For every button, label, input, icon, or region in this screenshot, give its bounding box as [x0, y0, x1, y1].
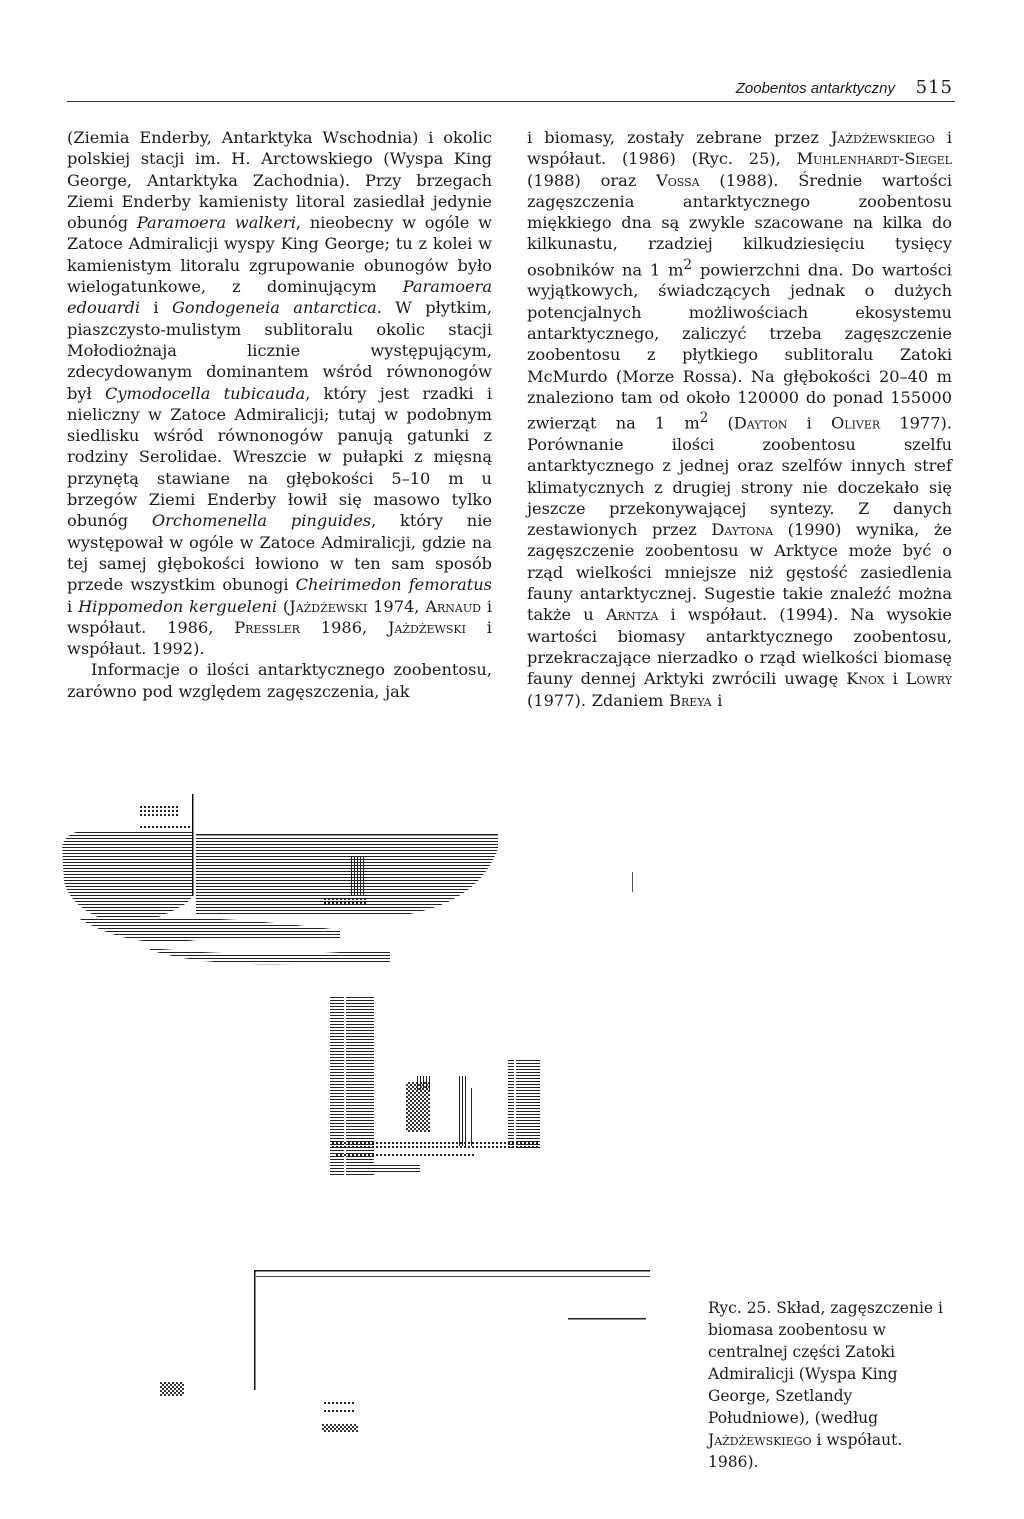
author-name: Dayton [733, 413, 788, 433]
author-name: Muhlenhardt-Siegel [796, 149, 952, 169]
figure-graphic [60, 790, 680, 1490]
author-name: Arnaud [425, 596, 481, 616]
panel-biomass [160, 1270, 650, 1432]
author-name: Jażdżewskiego [830, 128, 935, 147]
text-run: 1977). Porównanie ilości zoobentosu szelfu antarktycznego z jednej oraz szelfów innych stref klimatycznych z drugiej strony nie doczekało się jeszcze przekonywającej syntezy. Z danych zestawionych przez [527, 413, 952, 540]
text-run: ( [277, 596, 290, 616]
text-run: 1986, [299, 617, 388, 637]
running-title: Zoobentos antarktyczny [735, 80, 895, 97]
caption-text: Ryc. 25. Skład, zagęszczenie i biomasa zoobentosu w centralnej części Zatoki Admiralicji (Wyspa King George, Szetlandy Południowe), (według [708, 1299, 943, 1427]
species-name: Paramoera walkeri [136, 213, 296, 233]
species-name: Cheirimedon femoratus [295, 575, 492, 595]
text-run: i współaut. (1994). Na wysokie wartości biomasy antarktycznego zoobentosu, przekraczające nierzadko o rząd wielkości biomasę fauny dennej Arktyki zwrócili uwagę [527, 605, 952, 689]
text-run: i [884, 669, 906, 689]
text-run: powierzchni dna. Do wartości wyjątkowych, świadczących jednak o dużych potencjalnych możliwościach ekosystemu antarktycznego, zaliczyć trzeba zagęszczenie zoobentosu z płytkiego sublitoralu Zatoki McMurdo (Morze Rossa). Na głębokości 20–40 m znaleziono tam od około 120000 do ponad 155000 zwierząt na 1 m [527, 260, 952, 433]
author-name: Daytona [711, 520, 774, 540]
author-name: Jażdżewski [387, 617, 466, 637]
text-run: i współaut. 1992). [67, 617, 492, 659]
text-run: i biomasy, zostały zebrane przez [527, 128, 831, 147]
paragraph [527, 127, 952, 711]
species-name: Orchomenella pinguides [151, 511, 372, 531]
text-run: 1974, [367, 596, 426, 616]
author-name: Jażdżewskiego [708, 1431, 812, 1449]
text-run: i współaut. 1986, [67, 596, 493, 637]
author-name: Oliver [831, 413, 881, 433]
author-name: Arntza [605, 605, 659, 625]
caption-text: i współaut. 1986). [708, 1431, 903, 1471]
author-name: Jażdżewski [289, 596, 368, 616]
panel-composition [62, 794, 633, 964]
text-run: , który jest rzadki i nieliczny w Zatoce Admiralicji; tutaj w podobnym siedlisku wśród równonogów panują gatunki z rodziny Serolidae. Wreszcie w pułapki z mięsną przynętą stawiane na głębokości 5–10 m u brzegów Ziemi Enderby łowił się masowo tylko obunóg [67, 383, 492, 531]
author-name: Breya [669, 690, 712, 710]
text-run: (1988) oraz [527, 170, 657, 190]
figure-25 [60, 790, 680, 1490]
author-name: Pressler [234, 617, 300, 637]
header-rule [67, 101, 955, 102]
text-run: (Ziemia Enderby, Antarktyka Wschodnia) i okolic polskiej stacji im. H. Arctowskiego (Wyspa King George, Antarktyka Zachodnia). Przy brzegach Ziemi Enderby kamienisty litoral zasiedlał jedynie obunóg [67, 128, 492, 233]
text-run: (1977). Zdaniem [527, 690, 670, 710]
text-run: ( [708, 413, 734, 433]
species-name: Hippomedon kergueleni [78, 596, 278, 616]
page-number: 515 [915, 77, 953, 98]
text-run: i współaut. (1986) (Ryc. 25), [527, 128, 953, 169]
paragraph: Informacje o ilości antarktycznego zoobentosu, zarówno pod względem zagęszczenia, jak [67, 660, 492, 701]
text-run: i [711, 690, 723, 710]
text-run: i [140, 298, 172, 318]
figure-caption [708, 1297, 956, 1473]
text-run: i [787, 413, 831, 433]
superscript: 2 [699, 410, 709, 427]
text-run: . W płytkim, piaszczysto-mulistym sublitoralu okolic stacji Mołodiożnaja licznie występującym, zdecydowanym dominantem wśród równonogów był [67, 298, 492, 403]
species-name: Gondogeneia antarctica [171, 298, 377, 318]
superscript: 2 [683, 256, 693, 273]
species-name: Cymodocella tubicauda [104, 383, 306, 403]
author-name: Vossa [656, 170, 700, 190]
running-header [67, 76, 955, 102]
author-name: Lowry [905, 669, 952, 689]
paragraph [67, 127, 492, 659]
species-name: Paramoera edouardi [67, 277, 492, 318]
panel-density [330, 995, 540, 1177]
text-run: (1988). Średnie wartości zagęszczenia antarktycznego zoobentosu miękkiego dna są zwykle szacowane na kilka do kilkunastu, rzadziej kilkudziesięciu tysięcy osobników na 1 m [527, 170, 952, 280]
text-run: , nieobecny w ogóle w Zatoce Admiralicji wyspy King George; tu z kolei w kamienistym litoralu zgrupowanie obunogów było wielogatunkowe, z dominującym [67, 213, 493, 297]
text-run: (1990) wynika, że zagęszczenie zoobentosu w Arktyce może być o rząd wielkości mniejsze niż gęstość zasiedlenia fauny antarktycznej. Sugestie takie znaleźć można także u [527, 520, 952, 625]
text-run: , który nie występował w ogóle w Zatoce Admiralicji, gdzie na tej samej głębokości łowiono w ten sam sposób przede wszystkim obunogi [67, 511, 492, 595]
author-name: Knox [846, 669, 885, 689]
text-run: i [67, 596, 79, 616]
left-column [67, 127, 492, 702]
right-column [527, 127, 952, 711]
